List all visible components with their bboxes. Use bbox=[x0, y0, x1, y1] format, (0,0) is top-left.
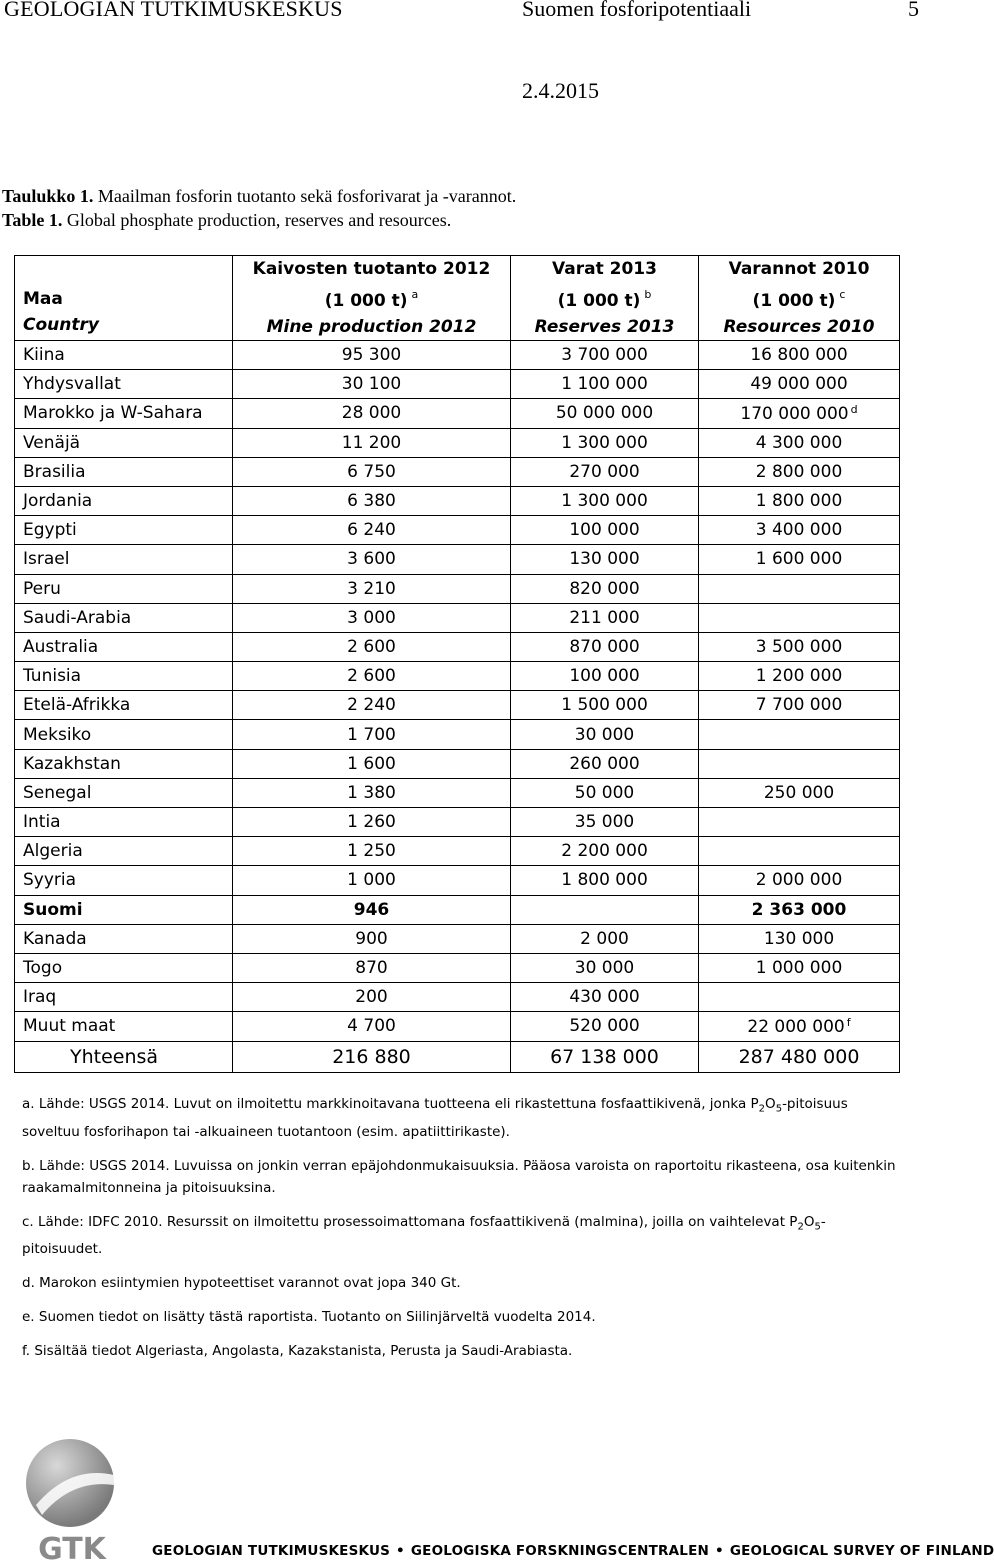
table-row bbox=[15, 516, 900, 545]
caption-fi bbox=[2, 186, 516, 207]
cell-country: Saudi-Arabia bbox=[15, 603, 233, 632]
cell-production: 1 700 bbox=[233, 720, 511, 749]
footnote-d: d. Marokon esiintymien hypoteettiset varannot ovat jopa 340 Gt. bbox=[22, 1275, 461, 1292]
cell-resources bbox=[699, 632, 900, 661]
cell-production: 6 240 bbox=[233, 516, 511, 545]
total-label: Yhteensä bbox=[15, 1041, 233, 1072]
footnote-a bbox=[22, 1093, 902, 1143]
cell-country: Muut maat bbox=[15, 1012, 233, 1041]
cell-reserves: 1 800 000 bbox=[511, 866, 699, 895]
cell-country: Tunisia bbox=[15, 662, 233, 691]
cell-country: Venäjä bbox=[15, 428, 233, 457]
page-number: 5 bbox=[908, 0, 919, 21]
footnote-e: e. Suomen tiedot on lisätty tästä raportista. Tuotanto on Siilinjärveltä vuodelta 2014. bbox=[22, 1309, 596, 1326]
footnotes bbox=[22, 1093, 902, 1374]
footnote-f: f. Sisältää tiedot Algeriasta, Angolasta, Kazakstanista, Perusta ja Saudi-Arabiasta. bbox=[22, 1343, 573, 1360]
table-row bbox=[15, 720, 900, 749]
footnote-c-mid: O bbox=[803, 1213, 815, 1230]
table-row bbox=[15, 983, 900, 1012]
header-resources-en: Resources 2010 bbox=[723, 317, 875, 337]
cell-reserves: 2 000 bbox=[511, 924, 699, 953]
gtk-logo bbox=[22, 1435, 122, 1567]
table-row bbox=[15, 457, 900, 486]
cell-resources bbox=[699, 778, 900, 807]
cell-production: 2 600 bbox=[233, 632, 511, 661]
cell-resources-value: 2 363 000 bbox=[751, 899, 847, 920]
header-production bbox=[233, 256, 511, 341]
cell-production: 6 380 bbox=[233, 486, 511, 515]
cell-reserves: 130 000 bbox=[511, 545, 699, 574]
cell-resources-value: 22 000 000 bbox=[747, 1016, 845, 1037]
cell-resources-value: 16 800 000 bbox=[750, 345, 848, 366]
cell-reserves: 211 000 bbox=[511, 603, 699, 632]
cell-reserves: 30 000 bbox=[511, 720, 699, 749]
cell-production: 3 600 bbox=[233, 545, 511, 574]
cell-resources bbox=[699, 399, 900, 428]
cell-resources-value: 2 000 000 bbox=[755, 870, 843, 891]
cell-reserves: 35 000 bbox=[511, 808, 699, 837]
cell-resources bbox=[699, 486, 900, 515]
cell-country: Iraq bbox=[15, 983, 233, 1012]
footnote-b: b. Lähde: USGS 2014. Luvuissa on jonkin verran epäjohdonmukaisuuksia. Pääosa varoista on raportoitu rikasteena, osa kuitenkin raakamalmitonneina ja pitoisuuksina. bbox=[22, 1157, 896, 1196]
cell-resources bbox=[699, 866, 900, 895]
cell-reserves: 260 000 bbox=[511, 749, 699, 778]
cell-production: 870 bbox=[233, 953, 511, 982]
cell-production: 900 bbox=[233, 924, 511, 953]
cell-resources-sup: f bbox=[846, 1015, 851, 1029]
cell-resources-value: 3 400 000 bbox=[755, 520, 843, 541]
header-reserves-en: Reserves 2013 bbox=[534, 317, 675, 337]
cell-reserves: 100 000 bbox=[511, 662, 699, 691]
cell-resources bbox=[699, 574, 900, 603]
cell-resources bbox=[699, 895, 900, 924]
footnote-c-sub1: 2 bbox=[797, 1221, 804, 1233]
footnote-a-sub1: 2 bbox=[758, 1103, 766, 1115]
cell-country: Meksiko bbox=[15, 720, 233, 749]
cell-country: Australia bbox=[15, 632, 233, 661]
table-row bbox=[15, 603, 900, 632]
table-row bbox=[15, 574, 900, 603]
header-country-en: Country bbox=[23, 315, 99, 335]
cell-resources-value: 130 000 bbox=[763, 928, 835, 949]
cell-production: 946 bbox=[233, 895, 511, 924]
header-resources bbox=[699, 256, 900, 341]
cell-country: Syyria bbox=[15, 866, 233, 895]
cell-country: Senegal bbox=[15, 778, 233, 807]
cell-resources bbox=[699, 1012, 900, 1041]
cell-reserves: 1 300 000 bbox=[511, 428, 699, 457]
table-row bbox=[15, 662, 900, 691]
cell-resources-value: 1 800 000 bbox=[755, 491, 843, 512]
cell-resources-value: 1 600 000 bbox=[755, 549, 843, 570]
cell-resources bbox=[699, 691, 900, 720]
cell-resources-sup: d bbox=[850, 402, 858, 416]
caption-en-label: Table 1. bbox=[2, 210, 63, 230]
table-row bbox=[15, 808, 900, 837]
total-production: 216 880 bbox=[233, 1041, 511, 1072]
cell-production: 1 380 bbox=[233, 778, 511, 807]
cell-resources-value: 1 200 000 bbox=[755, 666, 843, 687]
cell-production: 2 600 bbox=[233, 662, 511, 691]
cell-resources-value: 7 700 000 bbox=[755, 695, 843, 716]
cell-resources bbox=[699, 545, 900, 574]
cell-production: 1 000 bbox=[233, 866, 511, 895]
header-country bbox=[15, 256, 233, 341]
header-reserves-sup: b bbox=[644, 288, 652, 301]
cell-reserves: 870 000 bbox=[511, 632, 699, 661]
cell-reserves bbox=[511, 895, 699, 924]
table-row bbox=[15, 895, 900, 924]
cell-reserves: 1 100 000 bbox=[511, 370, 699, 399]
cell-resources-value: 49 000 000 bbox=[750, 374, 848, 395]
footer-org-sv: GEOLOGISKA FORSKNINGSCENTRALEN bbox=[410, 1543, 709, 1559]
cell-country: Intia bbox=[15, 808, 233, 837]
header-production-fi: Kaivosten tuotanto 2012 bbox=[252, 259, 491, 279]
cell-reserves: 50 000 bbox=[511, 778, 699, 807]
cell-reserves: 1 300 000 bbox=[511, 486, 699, 515]
table-row bbox=[15, 1012, 900, 1041]
header-production-unit: (1 000 t) bbox=[324, 291, 408, 311]
cell-reserves: 1 500 000 bbox=[511, 691, 699, 720]
gtk-logo-text: GTK bbox=[38, 1532, 106, 1567]
cell-resources bbox=[699, 457, 900, 486]
cell-production: 28 000 bbox=[233, 399, 511, 428]
cell-country: Israel bbox=[15, 545, 233, 574]
footer-separator: • bbox=[715, 1543, 724, 1559]
table-row bbox=[15, 486, 900, 515]
header-resources-fi: Varannot 2010 bbox=[728, 259, 870, 279]
header-production-en: Mine production 2012 bbox=[266, 317, 477, 337]
footnote-c bbox=[22, 1211, 902, 1261]
table-row bbox=[15, 370, 900, 399]
cell-production: 4 700 bbox=[233, 1012, 511, 1041]
cell-country: Kazakhstan bbox=[15, 749, 233, 778]
cell-resources bbox=[699, 749, 900, 778]
cell-resources-value: 2 800 000 bbox=[755, 461, 843, 482]
table-header-row bbox=[15, 256, 900, 341]
cell-production: 11 200 bbox=[233, 428, 511, 457]
cell-reserves: 520 000 bbox=[511, 1012, 699, 1041]
cell-resources-value: 3 500 000 bbox=[755, 636, 843, 657]
cell-country: Etelä-Afrikka bbox=[15, 691, 233, 720]
cell-resources bbox=[699, 516, 900, 545]
footer-separator: • bbox=[396, 1543, 405, 1559]
cell-resources-value: 4 300 000 bbox=[755, 432, 843, 453]
cell-resources bbox=[699, 341, 900, 370]
cell-production: 6 750 bbox=[233, 457, 511, 486]
cell-resources-value: 170 000 000 bbox=[740, 403, 849, 424]
cell-country: Togo bbox=[15, 953, 233, 982]
footer-org-fi: GEOLOGIAN TUTKIMUSKESKUS bbox=[152, 1543, 391, 1559]
header-reserves bbox=[511, 256, 699, 341]
caption-fi-label: Taulukko 1. bbox=[2, 186, 94, 206]
table-row bbox=[15, 749, 900, 778]
header-country-fi: Maa bbox=[23, 289, 63, 309]
caption-en-text: Global phosphate production, reserves and resources. bbox=[62, 210, 452, 230]
cell-production: 30 100 bbox=[233, 370, 511, 399]
cell-reserves: 270 000 bbox=[511, 457, 699, 486]
cell-country: Algeria bbox=[15, 837, 233, 866]
cell-production: 3 000 bbox=[233, 603, 511, 632]
footnote-c-text1: c. Lähde: IDFC 2010. Resurssit on ilmoitettu prosessoimattomana fosfaattikivenä (malmina), joilla on vaihtelevat P bbox=[22, 1213, 798, 1230]
footnote-a-sub2: 5 bbox=[775, 1103, 783, 1115]
table-row bbox=[15, 341, 900, 370]
table-row bbox=[15, 691, 900, 720]
footnote-a-text2: -pitoisuus soveltuu fosforihapon tai -alkuaineen tuotantoon (esim. apatiittirikaste). bbox=[22, 1096, 848, 1140]
header-resources-unit: (1 000 t) bbox=[752, 291, 836, 311]
cell-resources bbox=[699, 837, 900, 866]
cell-resources bbox=[699, 662, 900, 691]
cell-production: 1 600 bbox=[233, 749, 511, 778]
cell-production: 3 210 bbox=[233, 574, 511, 603]
cell-country: Egypti bbox=[15, 516, 233, 545]
cell-reserves: 100 000 bbox=[511, 516, 699, 545]
cell-production: 200 bbox=[233, 983, 511, 1012]
cell-production: 1 260 bbox=[233, 808, 511, 837]
caption-en bbox=[2, 210, 451, 231]
table-row bbox=[15, 866, 900, 895]
header-reserves-fi: Varat 2013 bbox=[552, 259, 657, 279]
table-row bbox=[15, 924, 900, 953]
cell-resources bbox=[699, 808, 900, 837]
cell-reserves: 430 000 bbox=[511, 983, 699, 1012]
cell-production: 2 240 bbox=[233, 691, 511, 720]
cell-country: Kanada bbox=[15, 924, 233, 953]
cell-resources bbox=[699, 428, 900, 457]
footer-org-names bbox=[152, 1543, 994, 1559]
footnote-c-sub2: 5 bbox=[814, 1221, 821, 1233]
phosphate-table bbox=[14, 255, 900, 1073]
cell-resources-value: 250 000 bbox=[763, 782, 835, 803]
table-total-row bbox=[15, 1041, 900, 1072]
footer-org-en: GEOLOGICAL SURVEY OF FINLAND bbox=[729, 1543, 994, 1559]
cell-resources bbox=[699, 370, 900, 399]
cell-reserves: 2 200 000 bbox=[511, 837, 699, 866]
footnote-c-text2: -pitoisuudet. bbox=[22, 1213, 826, 1258]
table-row bbox=[15, 428, 900, 457]
header-date: 2.4.2015 bbox=[522, 78, 599, 103]
table-body bbox=[15, 341, 900, 1073]
table-row bbox=[15, 778, 900, 807]
header-doc-title: Suomen fosforipotentiaali bbox=[522, 0, 752, 21]
total-reserves: 67 138 000 bbox=[511, 1041, 699, 1072]
table-row bbox=[15, 399, 900, 428]
cell-country: Kiina bbox=[15, 341, 233, 370]
cell-country: Marokko ja W-Sahara bbox=[15, 399, 233, 428]
table-row bbox=[15, 632, 900, 661]
footnote-a-mid: O bbox=[765, 1096, 776, 1112]
cell-resources bbox=[699, 983, 900, 1012]
header-resources-sup: c bbox=[839, 288, 846, 301]
cell-resources bbox=[699, 924, 900, 953]
table-row bbox=[15, 837, 900, 866]
cell-country: Suomi bbox=[15, 895, 233, 924]
cell-country: Brasilia bbox=[15, 457, 233, 486]
cell-reserves: 30 000 bbox=[511, 953, 699, 982]
cell-country: Peru bbox=[15, 574, 233, 603]
cell-reserves: 50 000 000 bbox=[511, 399, 699, 428]
cell-reserves: 820 000 bbox=[511, 574, 699, 603]
header-reserves-unit: (1 000 t) bbox=[557, 291, 641, 311]
header-production-sup: a bbox=[411, 288, 419, 301]
cell-production: 1 250 bbox=[233, 837, 511, 866]
total-resources: 287 480 000 bbox=[699, 1041, 900, 1072]
header-org: GEOLOGIAN TUTKIMUSKESKUS bbox=[4, 0, 343, 21]
cell-resources-value: 1 000 000 bbox=[755, 958, 843, 979]
caption-fi-text: Maailman fosforin tuotanto sekä fosforivarat ja -varannot. bbox=[93, 186, 517, 206]
table-row bbox=[15, 545, 900, 574]
cell-country: Yhdysvallat bbox=[15, 370, 233, 399]
cell-reserves: 3 700 000 bbox=[511, 341, 699, 370]
cell-production: 95 300 bbox=[233, 341, 511, 370]
footnote-a-text1: a. Lähde: USGS 2014. Luvut on ilmoitettu markkinoitavana tuotteena eli rikastettuna fosfaattikivenä, jonka P bbox=[22, 1096, 759, 1112]
cell-resources bbox=[699, 953, 900, 982]
cell-country: Jordania bbox=[15, 486, 233, 515]
cell-resources bbox=[699, 720, 900, 749]
cell-resources bbox=[699, 603, 900, 632]
table-row bbox=[15, 953, 900, 982]
